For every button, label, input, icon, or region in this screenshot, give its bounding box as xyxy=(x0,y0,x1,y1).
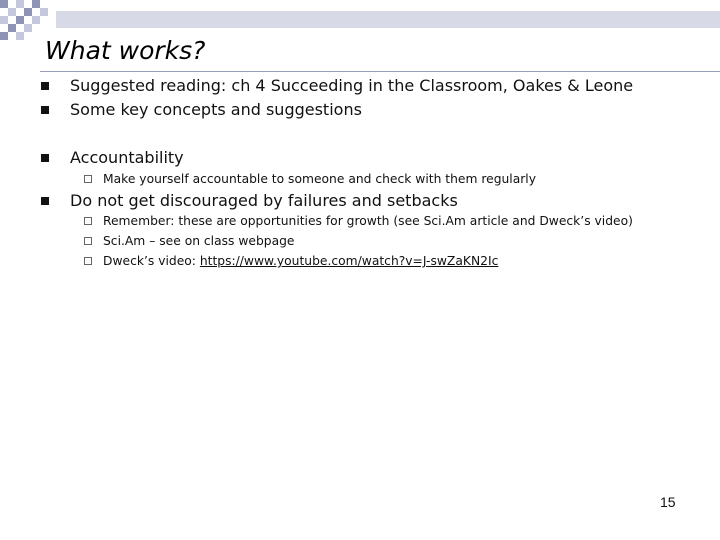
hollow-square-bullet-icon xyxy=(84,175,92,183)
link-prefix: Dweck’s video: xyxy=(103,254,200,268)
slide-title: What works? xyxy=(45,36,206,65)
square-bullet-icon xyxy=(41,154,49,162)
square-bullet-icon xyxy=(41,106,49,114)
hollow-square-bullet-icon xyxy=(84,257,92,265)
page-number: 15 xyxy=(660,494,676,510)
header-band xyxy=(56,11,720,28)
bullet-text: Some key concepts and suggestions xyxy=(70,100,362,119)
square-bullet-icon xyxy=(41,82,49,90)
sub-bullet-text: Sci.Am – see on class webpage xyxy=(103,234,295,248)
sub-bullet-text: Make yourself accountable to someone and check with them regularly xyxy=(103,172,536,186)
hollow-square-bullet-icon xyxy=(84,237,92,245)
hollow-square-bullet-icon xyxy=(84,217,92,225)
square-bullet-icon xyxy=(41,197,49,205)
bullet-text: Accountability xyxy=(70,148,184,167)
sub-bullet-text xyxy=(103,253,498,269)
youtube-link[interactable]: https://www.youtube.com/watch?v=J-swZaKN2Ic xyxy=(199,254,499,268)
bullet-text: Suggested reading: ch 4 Succeeding in the Classroom, Oakes & Leone xyxy=(70,76,634,95)
title-rule xyxy=(40,71,720,72)
sub-bullet-text: Remember: these are opportunities for growth (see Sci.Am article and Dweck’s video) xyxy=(103,214,633,228)
bullet-text: Do not get discouraged by failures and setbacks xyxy=(70,191,458,210)
